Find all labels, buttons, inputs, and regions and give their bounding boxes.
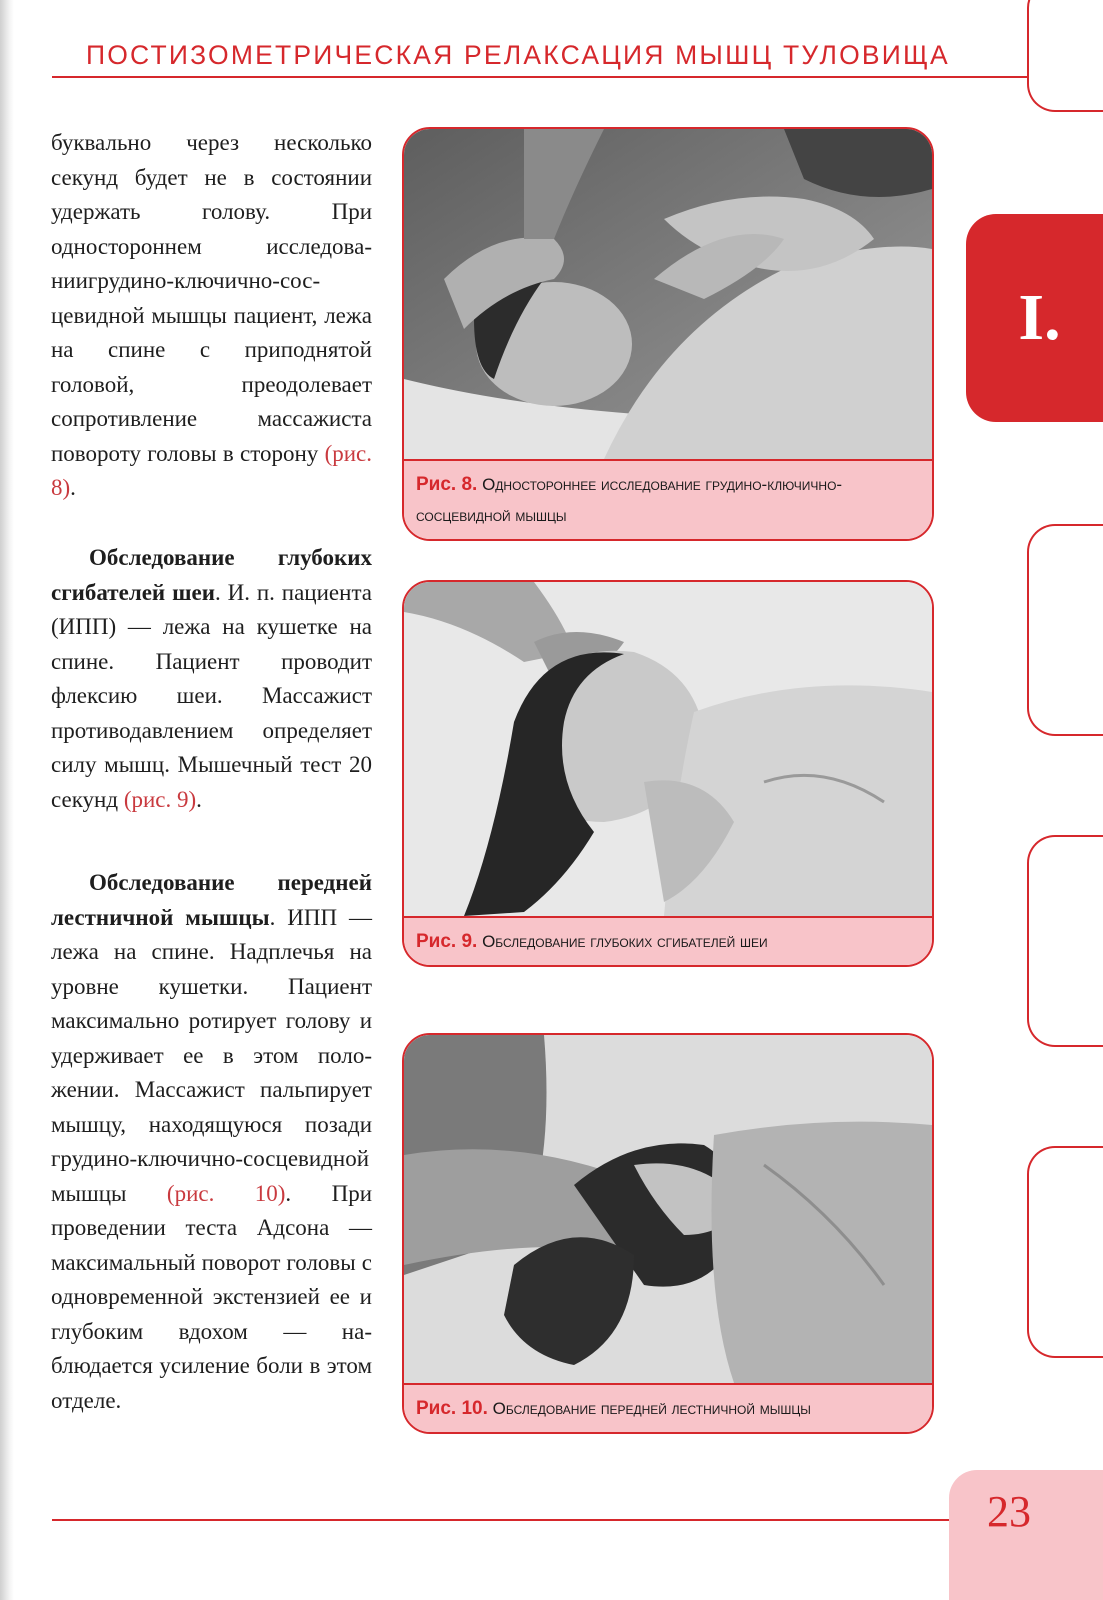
figure-10 <box>402 1033 934 1434</box>
figure-10-photo <box>404 1035 932 1383</box>
paragraph-3-text: . ИПП — лежа на спине. Надплечья на уровне кушетки. Пациент максимально ротирует голову и удерживает ее в этом положении. Массажист пальпирует мышцу, находящуюся позади грудино-ключично-сосцевидной мышцы <box>51 904 372 1206</box>
figure-8-reference[interactable]: (рис. 8) <box>51 440 372 500</box>
figure-10-caption <box>404 1383 932 1432</box>
paragraph-3 <box>51 866 372 1418</box>
figure-8-number: Рис. 8. <box>416 474 478 495</box>
figure-9-caption-text: Обследование глубоких сгибателей шеи <box>482 932 768 951</box>
chapter-tab-2[interactable] <box>1027 524 1103 736</box>
chapter-tab-label: I. <box>1018 281 1061 354</box>
footer-rule <box>52 1519 949 1521</box>
chapter-tab-3[interactable] <box>1027 835 1103 1047</box>
paragraph-1-text: буквально через несколько секунд будет не в состоянии удержать голову. При одностороннем исследованиигрудино-ключично-сосцевидной мышцы пациент, лежа на спине с приподнятой головой, преодолевает сопротивление массажиста повороту головы в сторону <box>51 130 372 466</box>
paragraph-2-text: . И. п. пациента (ИПП) — лежа на кушетке на спине. Пациент проводит флексию шеи. Массажист противодавлением определяет силу мышц. Мышечный тест 20 секунд <box>51 579 372 812</box>
paragraph-1-end: . <box>70 475 76 500</box>
paragraph-2-end: . <box>196 786 202 812</box>
page-number: 23 <box>987 1487 1031 1536</box>
paragraph-2-heading: Обследование глубоких сгибателей шеи <box>51 545 372 605</box>
figure-9-caption <box>404 916 932 965</box>
figure-9 <box>402 580 934 967</box>
paragraph-3-end: . При проведении теста Адсона — максимальный поворот головы с одновременной экстензией ее и глубоким вдохом — наблюдается усиление боли в этом отделе. <box>51 1180 373 1413</box>
figure-9-reference[interactable]: (рис. 9) <box>123 786 197 812</box>
running-header-title: ПОСТИЗОМЕТРИЧЕСКАЯ РЕЛАКСАЦИЯ МЫШЦ ТУЛОВИЩА <box>86 40 950 70</box>
figure-8-caption-text: Одностороннее исследование грудино-ключично-сосцевидной мышцы <box>416 475 843 525</box>
page-gutter-shadow <box>0 0 14 1600</box>
paragraph-1 <box>51 126 372 506</box>
chapter-tab-active[interactable] <box>966 214 1103 422</box>
paragraph-2 <box>51 541 372 817</box>
header-rule <box>52 76 1028 78</box>
paragraph-3-heading: Обследование передней лестничной мышцы <box>51 870 372 930</box>
chapter-tab-top[interactable] <box>1027 0 1103 112</box>
figure-10-reference[interactable]: (рис. 10) <box>166 1180 286 1206</box>
figure-9-number: Рис. 9. <box>416 931 478 952</box>
chapter-tab-4[interactable] <box>1027 1146 1103 1358</box>
figure-10-number: Рис. 10. <box>416 1398 488 1419</box>
figure-8-caption <box>404 459 932 539</box>
figure-8 <box>402 127 934 541</box>
figure-8-photo <box>404 129 932 459</box>
figure-10-caption-text: Обследование передней лестничной мышцы <box>492 1399 811 1418</box>
page-number-tab <box>949 1470 1103 1600</box>
figure-9-photo <box>404 582 932 916</box>
